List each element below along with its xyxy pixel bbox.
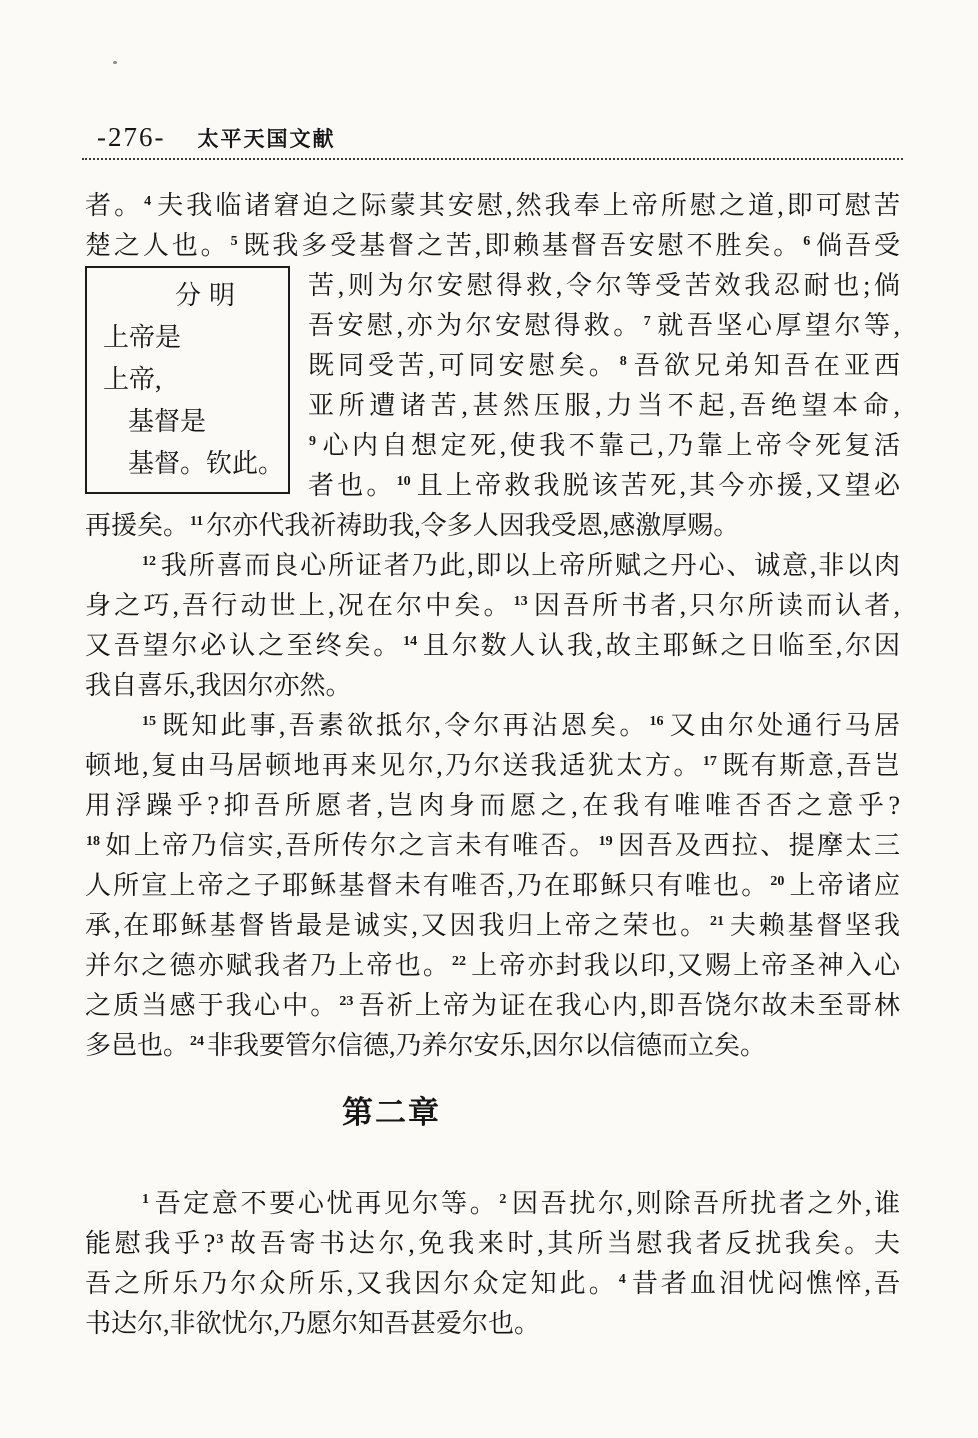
page-header [85,122,900,154]
line-text: 因吾扰尔,则除吾所扰者之外,谁 [509,1189,900,1218]
text-line [85,1224,900,1264]
verse-number: 11 [190,514,204,529]
text-line [85,786,900,826]
text-line [85,1304,900,1344]
verse-number: 14 [403,634,418,649]
text-line [85,826,900,866]
text-line [308,426,900,466]
book-title: 太平天国文献 [197,127,336,151]
verse-number: 9 [309,434,316,449]
verse-number: 6 [803,234,811,249]
verse-number: 8 [619,354,627,369]
line-text: 心内自想定死,使我不靠己,乃靠上帝令死复活 [319,431,900,460]
verse-number: 24 [190,1034,205,1049]
text-with-margin-note [85,266,900,506]
text-line [85,1184,900,1224]
verse-number: 5 [230,234,238,249]
header-rule [82,158,903,160]
line-text: 用浮躁乎?抑吾所愿者,岂肉身而愿之,在我有唯唯否否之意乎? [85,791,900,820]
verse-number: 4 [618,1272,626,1287]
margin-note-line: 基督。钦此。 [128,449,285,478]
beside-box-column [308,266,900,506]
line-text: 者也。 [308,471,396,500]
text-line [85,706,900,746]
line-text: 书达尔,非欲忧尔,乃愿尔知吾甚爱尔也。 [85,1309,541,1338]
text-line [85,506,900,546]
line-text: 苦,则为尔安慰得救,令尔等受苦效我忍耐也;倘 [308,271,900,300]
verse-number: 1 [142,1192,149,1207]
line-text: 昔者血泪忧闷憔悴,吾 [628,1269,900,1298]
line-text: 亚所遭诸苦,甚然压服,力当不起,吾绝望本命, [308,391,900,420]
line-text: 多邑也。 [85,1031,190,1060]
text-line [85,1264,900,1304]
text-line [308,306,900,346]
line-text: 吾之所乐乃尔众所乐,又我因尔众定知此。 [85,1269,618,1298]
verse-number: 21 [710,914,725,929]
line-text: 能慰我乎? [85,1229,216,1258]
verse-number: 7 [643,314,651,329]
text-line [85,626,900,666]
text-line [308,466,900,506]
verse-number: 10 [396,474,411,489]
verse-number: 3 [216,1232,224,1247]
verse-number: 4 [144,194,152,209]
verse-number: 23 [339,994,354,1009]
margin-note-line: 基督是 [128,407,207,436]
scan-speck [113,61,117,64]
line-text: 吾定意不要心忧再见尔等。 [152,1189,499,1218]
chapter-heading: 第二章 [342,1095,441,1130]
line-text: 再援矣。 [85,511,190,540]
line-text: 既有斯意,吾岂 [719,751,900,780]
verse-number: 18 [86,834,100,849]
line-text: 顿地,复由马居顿地再来见尔,乃尔送我适犹太方。 [85,751,702,780]
margin-note-line: 上帝是 [103,323,182,352]
line-text: 我所喜而良心所证者乃此,即以上帝所赋之丹心、诚意,非以肉 [159,551,900,580]
text-line [85,186,900,226]
line-text: 就吾坚心厚望尔等, [653,311,900,340]
line-text: 吾欲兄弟知吾在亚西 [629,351,900,380]
verse-number: 16 [649,714,664,729]
line-text: 人所宣上帝之子耶稣基督未有唯否,乃在耶稣只有唯也。 [85,871,770,900]
line-text: 夫赖基督坚我 [727,911,900,940]
line-text: 上帝诸应 [787,871,900,900]
verse-number: 2 [499,1192,507,1207]
line-text: 既同受苦,可同安慰矣。 [308,351,619,380]
page-number: -276- [97,122,166,152]
text-line [85,906,900,946]
text-line [308,346,900,386]
text-line [85,746,900,786]
page-inner [0,122,978,1344]
line-text: 因吾及西拉、提摩太三 [615,831,900,860]
line-text: 并尔之德亦赋我者乃上帝也。 [85,951,452,980]
line-text: 之质当感于我心中。 [85,991,339,1020]
line-text: 夫我临诸窘迫之际蒙其安慰,然我奉上帝所慰之道,即可慰苦 [154,191,900,220]
line-text: 吾安慰,亦为尔安慰得救。 [308,311,643,340]
text-line [85,586,900,626]
line-text: 又吾望尔必认之至终矣。 [85,631,403,660]
text-line [85,546,900,586]
verse-number: 12 [142,554,156,569]
verse-number: 19 [598,834,613,849]
text-line [308,386,900,426]
text-line [85,226,900,266]
verse-number: 13 [513,594,528,609]
line-text: 既我多受基督之苦,即赖基督吾安慰不胜矣。 [240,231,803,260]
line-text: 如上帝乃信实,吾所传尔之言未有唯否。 [103,831,598,860]
margin-note-line: 分明 [175,281,244,310]
line-text: 承,在耶稣基督皆最是诚实,又因我归上帝之荣也。 [85,911,710,940]
verse-number: 17 [702,754,717,769]
verse-number: 15 [142,714,156,729]
line-text: 且尔数人认我,故主耶稣之日临至,尔因 [420,631,900,660]
line-text: 我自喜乐,我因尔亦然。 [85,671,352,700]
line-text: 者。 [85,191,144,220]
text-line [85,986,900,1026]
line-text: 且上帝救我脱该苦死,其今亦援,又望必 [413,471,900,500]
text-line [308,266,900,306]
text-line [85,946,900,986]
text-line [85,666,900,706]
line-text: 既知此事,吾素欲抵尔,令尔再沾恩矣。 [159,711,649,740]
line-text: 倘吾受 [813,231,900,260]
page-body [85,186,900,1344]
verse-number: 22 [452,954,467,969]
line-text: 因吾所书者,只尔所读而认者, [530,591,900,620]
line-text: 尔亦代我祈祷助我,令多人因我受恩,感激厚赐。 [206,511,740,540]
line-text: 吾祈上帝为证在我心内,即吾饶尔故未至哥林 [356,991,900,1020]
line-text: 身之巧,吾行动世上,况在尔中矣。 [85,591,513,620]
line-text: 上帝亦封我以印,又赐上帝圣神入心 [469,951,900,980]
line-text: 又由尔处通行马居 [666,711,900,740]
text-line [85,1026,900,1066]
line-text: 楚之人也。 [85,231,230,260]
margin-note-box [85,266,290,494]
margin-note-line: 上帝, [103,365,162,394]
line-text: 故吾寄书达尔,免我来时,其所当慰我者反扰我矣。夫 [226,1229,900,1258]
line-text: 非我要管尔信德,乃养尔安乐,因尔以信德而立矣。 [207,1031,767,1060]
verse-number: 20 [770,874,785,889]
text-line [85,866,900,906]
